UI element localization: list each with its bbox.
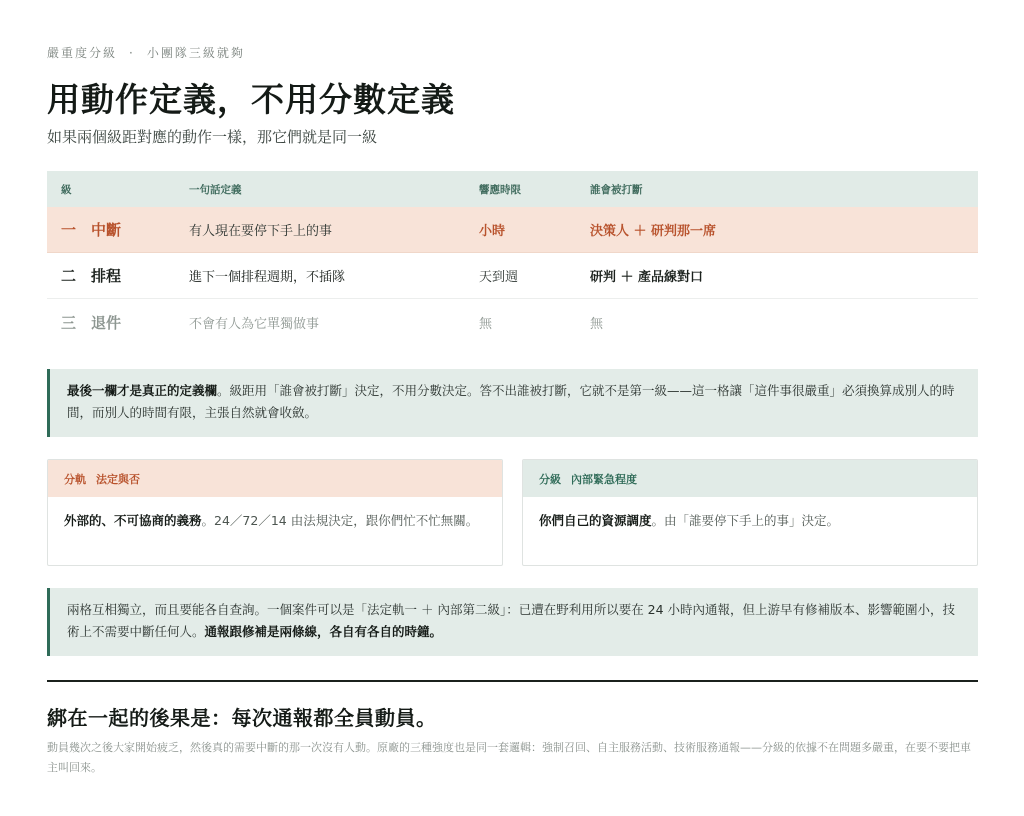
card-emphasis: 你們自己的資源調度: [539, 513, 652, 528]
definition-cell: 不會有人為它單獨做事: [189, 316, 320, 332]
conclusion-text: 動員幾次之後大家開始疲乏，然後真的需要中斷的那一次沒有人動。原廠的三種強度也是同一套邏輯：強制召回、自主服務活動、技術服務通報——分級的依據不在問題多嚴重，在要不要把車主叫回來。: [47, 741, 971, 774]
who-cell: 研判 ＋ 產品線對口: [590, 270, 704, 285]
table-row: [47, 299, 978, 345]
page-subtitle: 如果兩個級距對應的動作一樣，那它們就是同一級: [47, 128, 378, 146]
who-cell: 無: [590, 316, 604, 332]
level-cell: [47, 312, 189, 333]
response-time-cell: 小時: [479, 224, 506, 239]
card-body: [48, 497, 502, 532]
level-cell: [47, 265, 189, 286]
callout-emphasis: 最後一欄才是真正的定義欄: [67, 383, 218, 398]
card-label: 內部緊急程度: [571, 472, 637, 486]
card-emphasis: 外部的、不可協商的義務: [64, 513, 202, 528]
level-name: 退件: [91, 313, 122, 332]
table-row: [47, 253, 978, 299]
header-level: 級: [61, 183, 72, 196]
eyebrow-separator: ·: [129, 46, 135, 60]
header-definition: 一句話定義: [189, 183, 242, 196]
independence-callout: [47, 588, 978, 656]
card-key: 分級: [539, 472, 561, 486]
response-time-cell: 無: [479, 316, 493, 332]
card-body: [523, 497, 977, 532]
page-title: 用動作定義，不用分數定義: [47, 80, 455, 119]
response-time-cell: 天到週: [479, 270, 519, 285]
level-number: 三: [61, 313, 77, 332]
card-text: 。24／72／14 由法規決定，跟你們忙不忙無關。: [201, 513, 479, 528]
definition-cell: 有人現在要停下手上的事: [189, 224, 333, 239]
statutory-track-card: [47, 459, 503, 566]
conclusion-heading: 綁在一起的後果是：每次通報都全員動員。: [47, 706, 437, 730]
eyebrow: [47, 44, 245, 61]
table-row: [47, 207, 978, 253]
header-who-interrupted: 誰會被打斷: [590, 183, 643, 196]
card-header: [48, 460, 502, 497]
card-text: 。由「誰要停下手上的事」決定。: [651, 513, 840, 528]
severity-table: [47, 171, 978, 345]
level-name: 排程: [91, 267, 122, 285]
definition-cell: 進下一個排程週期，不插隊: [189, 270, 346, 285]
callout-text: 。級距用「誰會被打斷」決定，不用分數決定。答不出誰被打斷，它就不是第一級——這一格讓「這件事很嚴重」必須換算成別人的時間，而別人的時間有限，主張自然就會收斂。: [67, 383, 955, 420]
callout-emphasis: 通報跟修補是兩條線，各自有各自的時鐘。: [204, 624, 443, 639]
level-number: 一: [61, 221, 77, 239]
card-label: 法定與否: [96, 472, 140, 486]
eyebrow-tagline: 小團隊三級就夠: [146, 46, 245, 60]
internal-level-card: [522, 459, 978, 566]
definition-callout: [47, 369, 978, 437]
callout-text: 兩格互相獨立，而且要能各自查詢。一個案件可以是「法定軌一 ＋ 內部第二級」：已遭在野利用所以要在 24 小時內通報，但上游早有修補版本、影響範圍小，技術上不需要中斷任何人。: [67, 602, 956, 639]
section-divider: [47, 680, 978, 682]
eyebrow-section: 嚴重度分級: [47, 46, 118, 60]
header-response-time: 響應時限: [479, 183, 521, 196]
level-name: 中斷: [91, 221, 122, 239]
card-header: [523, 460, 977, 497]
who-cell: 決策人 ＋ 研判那一席: [590, 224, 717, 239]
card-key: 分軌: [64, 472, 86, 486]
level-number: 二: [61, 267, 77, 285]
level-cell: [47, 219, 189, 240]
table-header-row: [47, 171, 978, 207]
